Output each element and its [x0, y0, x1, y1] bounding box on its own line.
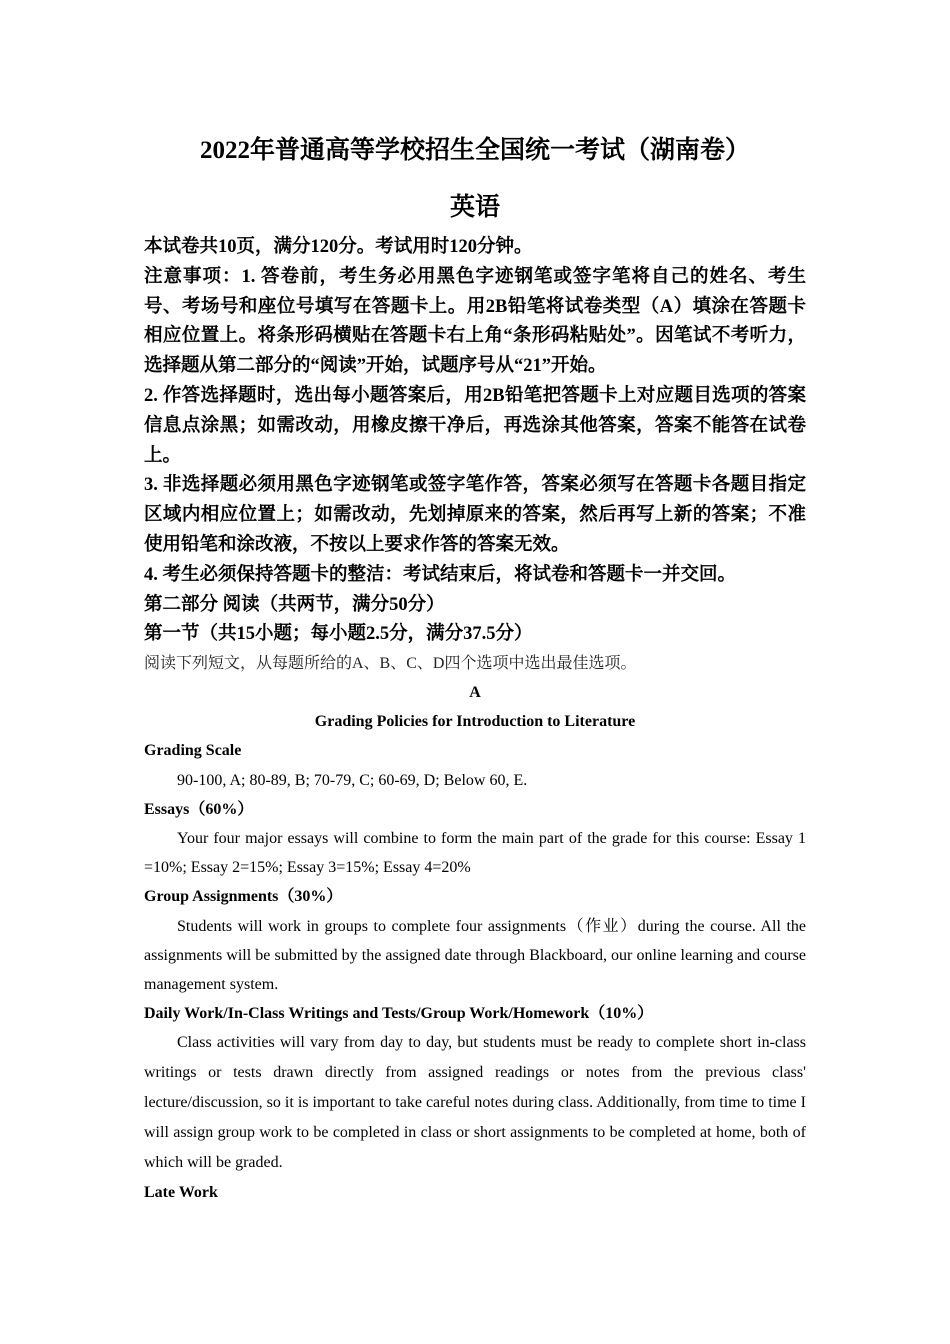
grading-scale-text: 90-100, A; 80-89, B; 70-79, C; 60-69, D; Below 60, E.: [177, 771, 528, 789]
essays-text: Your four major essays will combine to form the main part of the grade for this course: Essay 1 =10%; Essay 2=15%; Essay 3=15%; Essay 4=20%: [144, 830, 806, 877]
daily-work-text: Class activities will vary from day to day, but students must be ready to complete short in-class writings or tests drawn directly from assigned readings or notes from the previous class' lecture/discussion, so it is important to take careful notes during class. Additionally, from time to time I will assign group work to be completed in class or short assignments to be completed at home, both of which will be graded.: [144, 1034, 806, 1172]
notice-item-2: 2. 作答选择题时，选出每小题答案后，用2B铅笔把答题卡上对应题目选项的答案信息点涂黑；如需改动，用橡皮擦干净后，再选涂其他答案，答案不能答在试卷上。: [144, 385, 806, 466]
group-assignments-text: Students will work in groups to complete four assignments（作业）during the course. All the assignments will be submitted by the assigned date through Blackboard, our online learning and course management system.: [144, 917, 806, 994]
notice-item-3: 3. 非选择题必须用黑色字迹钢笔或签字笔作答，答案必须写在答题卡各题目指定区域内相应位置上；如需改动，先划掉原来的答案，然后再写上新的答案；不准使用铅笔和涂改液，不按以上要求作答的答案无效。: [144, 475, 806, 555]
part-heading: 第二部分 阅读（共两节，满分50分）: [144, 594, 445, 615]
reading-instruction: 阅读下列短文，从每题所给的A、B、C、D四个选项中选出最佳选项。: [144, 655, 637, 672]
exam-title: 2022年普通高等学校招生全国统一考试（湖南卷）: [199, 137, 750, 164]
exam-notice: [144, 233, 806, 650]
daily-work-heading: Daily Work/In-Class Writings and Tests/Group Work/Homework（10%）: [144, 1005, 654, 1023]
passage-a: [144, 678, 806, 1208]
passage-label: A: [469, 684, 481, 701]
late-work-heading: Late Work: [144, 1184, 218, 1202]
notice-item-1: 注意事项：1. 答卷前，考生务必用黑色字迹钢笔或签字笔将自己的姓名、考生号、考场号和座位号填写在答题卡上。用2B铅笔将试卷类型（A）填涂在答题卡相应位置上。将条形码横贴在答题卡右上角“条形码粘贴处”。因笔试不考听力，选择题从第二部分的“阅读”开始，试题序号从“21”开始。: [144, 266, 806, 377]
grading-scale-heading: Grading Scale: [144, 742, 242, 760]
essays-heading: Essays（60%）: [144, 800, 254, 818]
notice-item-4: 4. 考生必须保持答题卡的整洁：考试结束后，将试卷和答题卡一并交回。: [144, 564, 737, 585]
section-heading: 第一节（共15小题；每小题2.5分，满分37.5分）: [144, 624, 533, 645]
notice-intro: 本试卷共10页，满分120分。考试用时120分钟。: [144, 237, 533, 257]
subject-title: 英语: [449, 194, 500, 221]
passage-title: Grading Policies for Introduction to Literature: [314, 713, 636, 731]
group-assignments-heading: Group Assignments（30%）: [144, 888, 343, 906]
